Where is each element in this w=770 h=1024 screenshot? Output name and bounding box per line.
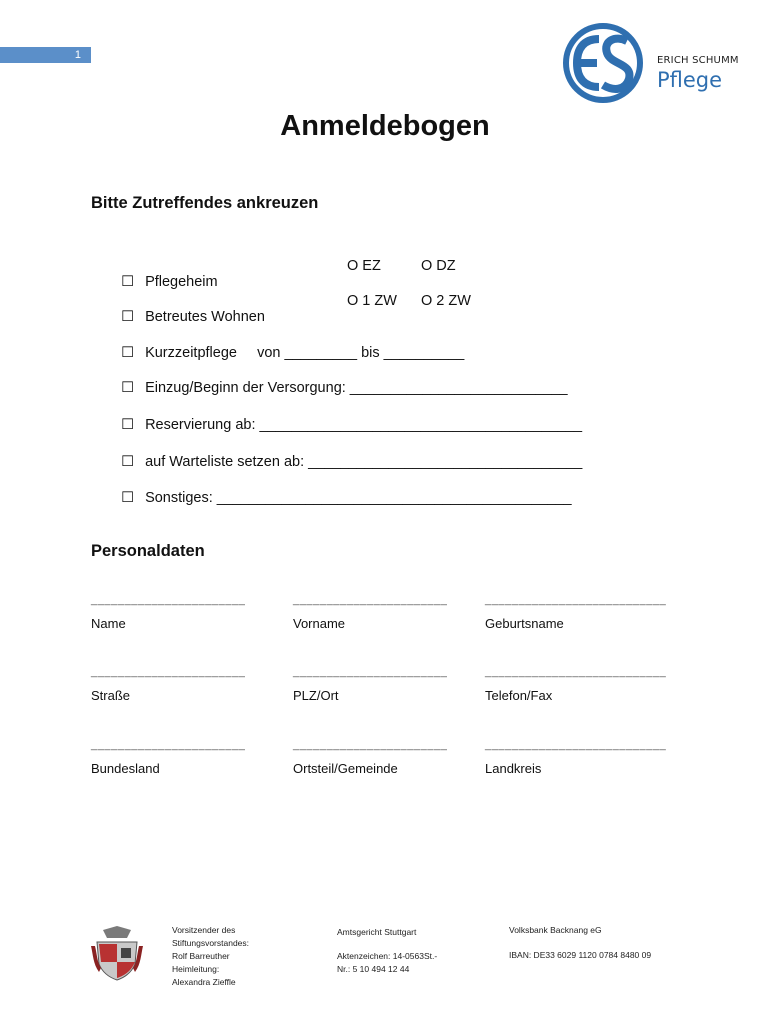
checkbox-icon[interactable]: ☐	[121, 490, 135, 506]
blank-line[interactable]: ___________________________	[485, 666, 667, 678]
field-label: Ortsteil/Gemeinde	[293, 761, 398, 776]
field-bundesland[interactable]	[91, 739, 246, 776]
field-geburtsname[interactable]	[485, 594, 666, 631]
blank-line[interactable]: _______________________	[91, 594, 246, 606]
field-strasse[interactable]	[91, 666, 246, 703]
blank-line[interactable]: _______________________	[293, 666, 448, 678]
section-heading-personaldaten: Personaldaten	[91, 542, 205, 560]
field-label: Name	[91, 616, 126, 631]
field-label: Geburtsname	[485, 616, 564, 631]
page-title: Anmeldebogen	[280, 110, 490, 142]
field-label: Straße	[91, 688, 131, 703]
option-einzug[interactable]	[113, 364, 568, 396]
field-telefon-fax[interactable]	[485, 666, 666, 703]
field-landkreis[interactable]	[485, 739, 666, 776]
field-name[interactable]	[91, 594, 246, 631]
option-pflegeheim[interactable]	[113, 258, 218, 290]
erich-schumm-logo	[563, 23, 743, 103]
blank-line[interactable]: _______________________	[91, 739, 246, 751]
blank-line[interactable]: _______________________	[293, 594, 448, 606]
footer-iban: IBAN: DE33 6029 1120 0784 8480 09	[509, 950, 652, 960]
option-ez[interactable]: O EZ	[347, 258, 381, 274]
footer-board-info: Vorsitzender des Stiftungsvorstandes: Rolf Barreuther Heimleitung: Alexandra Zieffle	[172, 925, 250, 987]
option-label: Einzug/Beginn der Versorgung: ___________________________	[145, 380, 568, 396]
option-sonstiges[interactable]	[113, 474, 572, 506]
option-1zw[interactable]: O 1 ZW	[347, 293, 397, 309]
option-kurzzeitpflege[interactable]	[113, 329, 464, 361]
footer-court: Amtsgericht Stuttgart	[337, 927, 417, 937]
option-dz[interactable]: O DZ	[421, 258, 456, 274]
blank-line[interactable]: ___________________________	[485, 739, 667, 751]
field-label: Vorname	[293, 616, 346, 631]
page-number-tab: 1	[0, 47, 91, 63]
option-label: Reservierung ab: ________________________________________	[145, 417, 583, 433]
blank-line[interactable]: _______________________	[293, 739, 448, 751]
logo-text-bottom: Pflege	[657, 68, 723, 92]
checkbox-icon[interactable]: ☐	[121, 380, 135, 396]
coat-of-arms-icon	[89, 924, 145, 982]
option-label: Sonstiges: ____________________________________________	[145, 490, 572, 506]
field-plz-ort[interactable]	[293, 666, 448, 703]
option-2zw[interactable]: O 2 ZW	[421, 293, 471, 309]
section-heading-options: Bitte Zutreffendes ankreuzen	[91, 194, 319, 212]
checkbox-icon[interactable]: ☐	[121, 454, 135, 470]
field-vorname[interactable]	[293, 594, 448, 631]
option-label: Betreutes Wohnen	[145, 309, 265, 325]
option-label: Kurzzeitpflege von _________ bis __________	[145, 345, 465, 361]
checkbox-icon[interactable]: ☐	[121, 274, 135, 290]
footer-court-reference: Aktenzeichen: 14-0563St.- Nr.: 5 10 494 12 44	[337, 951, 438, 974]
blank-line[interactable]: ___________________________	[485, 594, 667, 606]
option-label: Pflegeheim	[145, 274, 218, 290]
es-logo-icon	[563, 23, 649, 103]
checkbox-icon[interactable]: ☐	[121, 345, 135, 361]
option-warteliste[interactable]	[113, 438, 582, 470]
checkbox-icon[interactable]: ☐	[121, 309, 135, 325]
field-label: Bundesland	[91, 761, 160, 776]
option-betreutes-wohnen[interactable]	[113, 293, 265, 325]
footer-bank: Volksbank Backnang eG	[509, 925, 602, 935]
blank-line[interactable]: _______________________	[91, 666, 246, 678]
field-label: Telefon/Fax	[485, 688, 553, 703]
field-label: Landkreis	[485, 761, 542, 776]
logo-text-top: ERICH SCHUMM	[657, 55, 739, 66]
field-ortsteil-gemeinde[interactable]	[293, 739, 448, 776]
option-label: auf Warteliste setzen ab: __________________________________	[145, 454, 583, 470]
option-reservierung[interactable]	[113, 401, 582, 433]
field-label: PLZ/Ort	[293, 688, 339, 703]
checkbox-icon[interactable]: ☐	[121, 417, 135, 433]
